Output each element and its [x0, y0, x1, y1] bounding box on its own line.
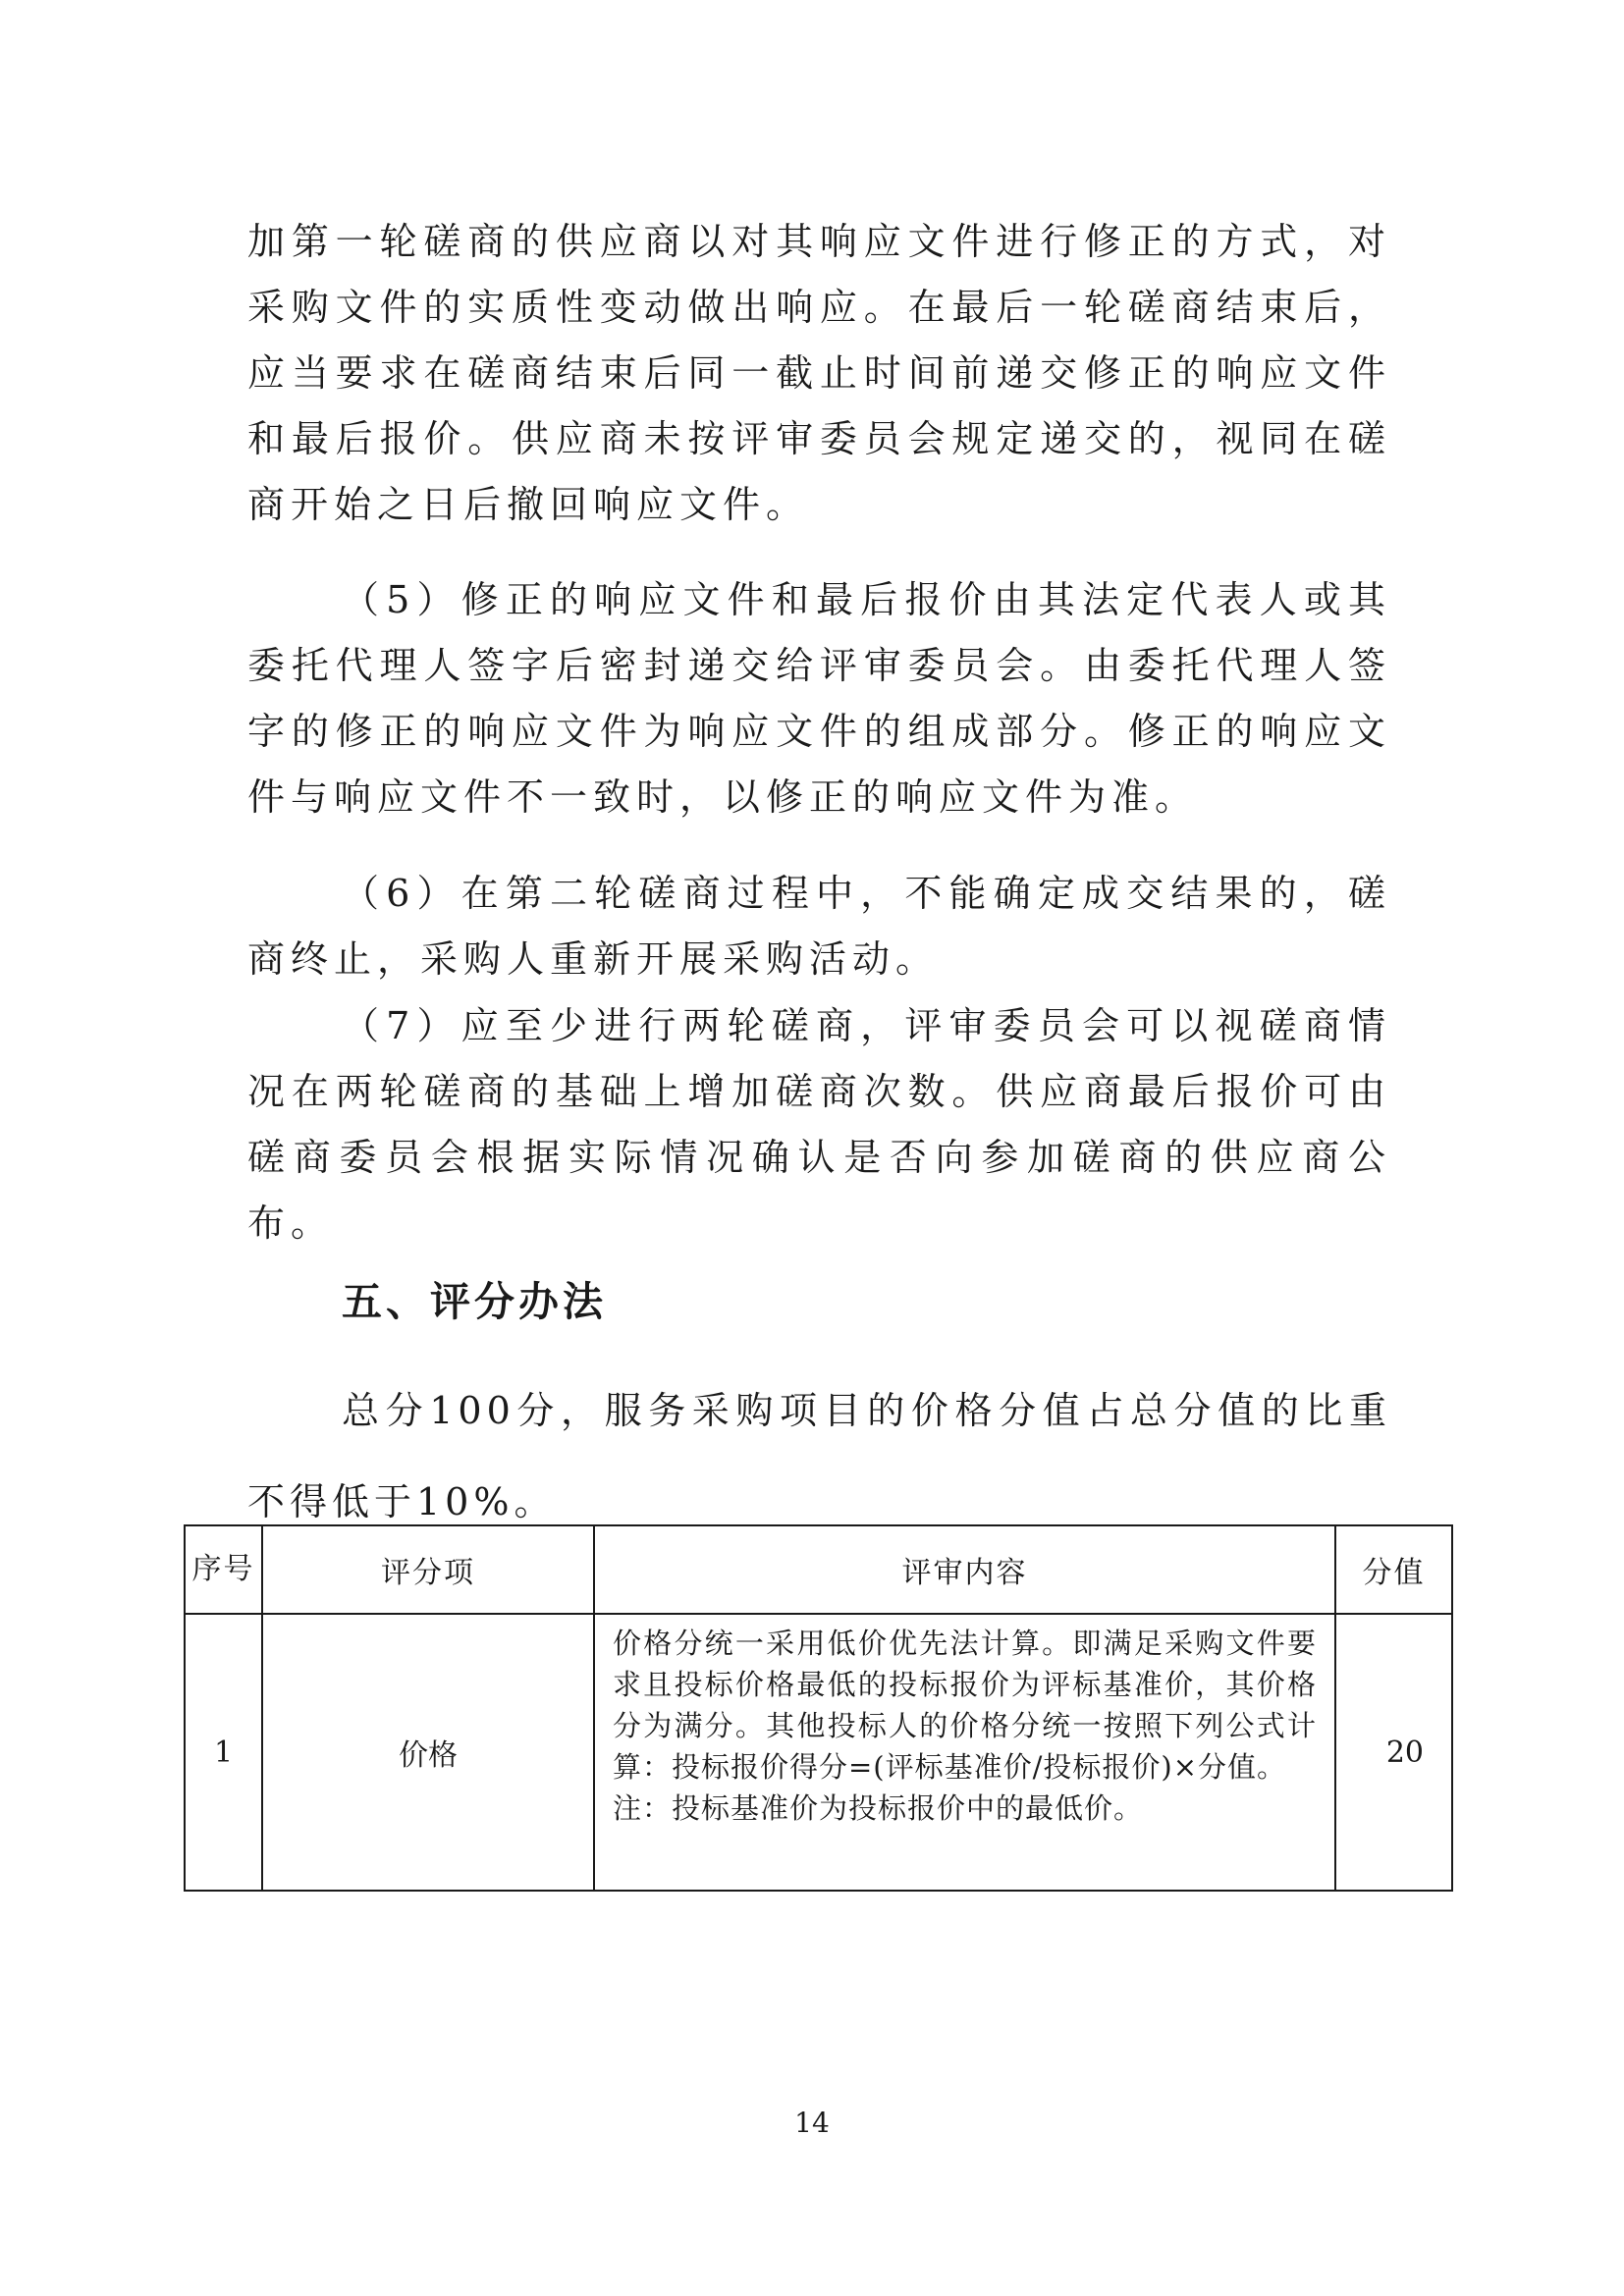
row-content — [594, 1614, 1335, 1891]
header-content: 评审内容 — [594, 1525, 1335, 1614]
paragraph-item-5: （5）修正的响应文件和最后报价由其法定代表人或其委托代理人签字后密封递交给评审委员会。由委托代理人签字的修正的响应文件为响应文件的组成部分。修正的响应文件与响应文件不一致时，以修正的响应文件为准。 — [247, 578, 1391, 819]
paragraph-continuation: 加第一轮磋商的供应商以对其响应文件进行修正的方式，对采购文件的实质性变动做出响应。在最后一轮磋商结束后，应当要求在磋商结束后同一截止时间前递交修正的响应文件和最后报价。供应商未按评审委员会规定递交的，视同在磋商开始之日后撤回响应文件。 — [247, 220, 1391, 526]
row-seq: 1 — [185, 1614, 262, 1891]
table-row — [185, 1614, 1452, 1891]
header-seq: 序号 — [185, 1525, 262, 1614]
table-header-row — [185, 1525, 1452, 1614]
header-item: 评分项 — [262, 1525, 594, 1614]
row-content-note: 注：投标基准价为投标报价中的最低价。 — [613, 1791, 1144, 1825]
header-score: 分值 — [1335, 1525, 1452, 1614]
paragraph-item-7: （7）应至少进行两轮磋商，评审委员会可以视磋商情况在两轮磋商的基础上增加磋商次数。供应商最后报价可由磋商委员会根据实际情况确认是否向参加磋商的供应商公布。 — [247, 1004, 1391, 1245]
scoring-table — [184, 1524, 1453, 1892]
row-item: 价格 — [262, 1614, 594, 1891]
section-intro: 总分100分，服务采购项目的价格分值占总分值的比重不得低于10%。 — [247, 1389, 1391, 1523]
row-content-text: 价格分统一采用低价优先法计算。即满足采购文件要求且投标价格最低的投标报价为评标基准价，其价格分为满分。其他投标人的价格分统一按照下列公式计算：投标报价得分=(评标基准价/投标报价)×分值。 — [613, 1627, 1317, 1784]
page-number: 14 — [794, 2107, 830, 2139]
paragraph-item-6: （6）在第二轮磋商过程中，不能确定成交结果的，磋商终止，采购人重新开展采购活动。 — [247, 872, 1391, 981]
section-heading: 五、评分办法 — [342, 1278, 607, 1325]
row-score: 20 — [1335, 1614, 1452, 1891]
